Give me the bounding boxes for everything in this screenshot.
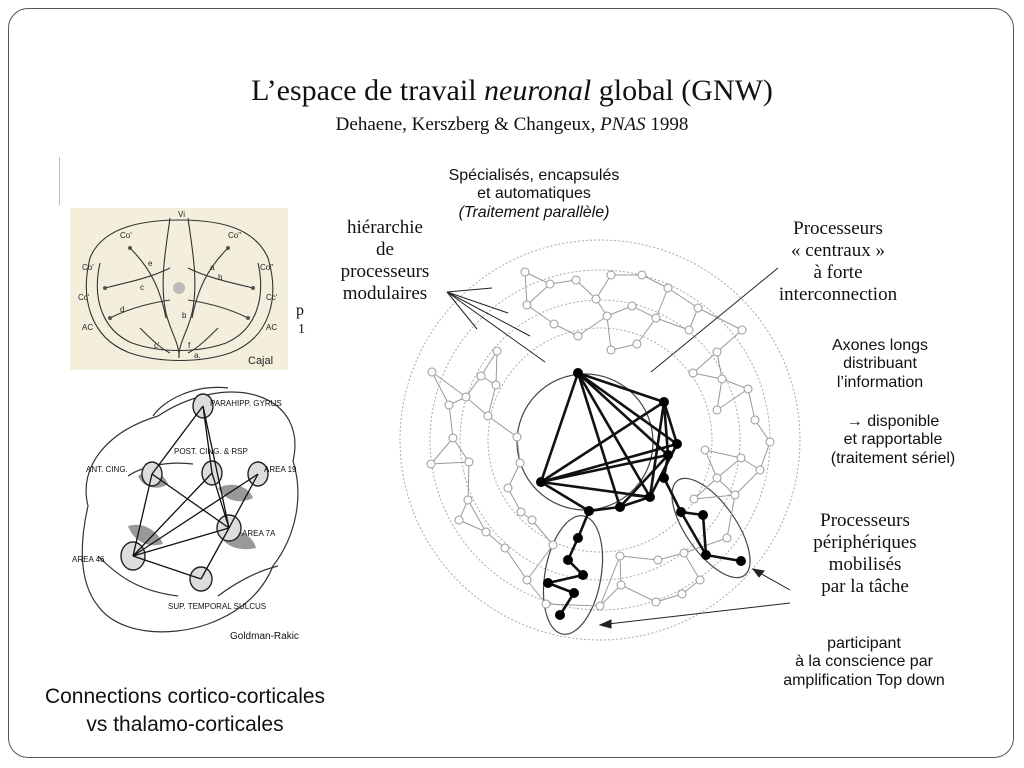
cajal-label: Co'' (228, 231, 242, 240)
network-edge (717, 389, 748, 410)
cajal-label: AC (82, 323, 94, 332)
network-node (521, 268, 529, 276)
network-node (738, 326, 746, 334)
network-node (654, 556, 662, 564)
network-node (465, 458, 473, 466)
network-node (685, 326, 693, 334)
brain-area-label: POST. CING. & RSP (174, 447, 248, 456)
network-edge (468, 500, 486, 532)
network-edge (431, 438, 453, 464)
network-node (493, 347, 501, 355)
network-node (513, 433, 521, 441)
network-edge (468, 462, 469, 500)
network-node (501, 544, 509, 552)
network-node (542, 600, 550, 608)
network-edge (656, 288, 668, 318)
network-node (737, 454, 745, 462)
network-node (504, 484, 512, 492)
cajal-label: d (120, 305, 125, 314)
brain-area-label: AREA 46 (72, 555, 105, 564)
network-node (492, 381, 500, 389)
network-node (607, 271, 615, 279)
brain-area-label: PARAHIPP. GYRUS (210, 399, 282, 408)
central-connections (541, 373, 741, 615)
network-node (652, 598, 660, 606)
network-node (701, 446, 709, 454)
cajal-label: Cc' (266, 293, 278, 302)
network-edge (578, 316, 607, 336)
network-node (477, 372, 485, 380)
network-node (445, 401, 453, 409)
network-node (713, 474, 721, 482)
network-node (664, 284, 672, 292)
peripheral-network-edges (431, 272, 770, 606)
network-edge (449, 405, 453, 438)
cajal-label: b (182, 311, 187, 320)
connections-caption: Connections cortico-corticales vs thalamo-corticales (44, 685, 326, 737)
cajal-label: Co' (120, 231, 132, 240)
network-node (449, 434, 457, 442)
network-node (592, 295, 600, 303)
network-edge (527, 305, 554, 324)
network-node (617, 581, 625, 589)
network-edge (637, 318, 656, 344)
network-node (652, 314, 660, 322)
axones-annotation: Axones longs distribuant l’information (831, 337, 929, 391)
cutoff-text-p: p (296, 302, 304, 319)
network-node (550, 320, 558, 328)
network-node (523, 576, 531, 584)
network-node (484, 412, 492, 420)
network-node (523, 301, 531, 309)
cajal-label: c (140, 283, 144, 292)
network-node (616, 552, 624, 560)
network-edge (546, 604, 600, 606)
cajal-label: h (218, 273, 223, 282)
cajal-label: f (188, 341, 191, 350)
network-edge (496, 351, 497, 385)
network-node (694, 304, 702, 312)
brain-area-label: AREA 19 (264, 465, 297, 474)
brain-area-label: AREA 7A (242, 529, 276, 538)
network-node (482, 528, 490, 536)
cajal-caption: Cajal (248, 355, 274, 367)
network-node (603, 312, 611, 320)
network-node (766, 438, 774, 446)
network-edge (668, 288, 698, 308)
network-edge (525, 272, 527, 305)
network-node (731, 491, 739, 499)
network-edge (432, 372, 466, 397)
network-edge (432, 372, 449, 405)
network-edge (620, 556, 658, 560)
processeurs-centraux-label: Processeurs « centraux » à forte interconnection (778, 218, 898, 305)
network-node (549, 541, 557, 549)
network-edge (748, 389, 755, 420)
network-edge (693, 352, 717, 373)
network-node (607, 346, 615, 354)
hierarchie-label: hiérarchie de processeurs modulaires (340, 217, 430, 304)
network-node (718, 375, 726, 383)
network-node (628, 302, 636, 310)
network-node (713, 406, 721, 414)
network-node (744, 385, 752, 393)
network-node (689, 369, 697, 377)
disponible-annotation: → disponible et rapportable (traitement sériel) (830, 413, 956, 467)
network-edge (431, 462, 469, 464)
specialises-annotation: Spécialisés, encapsulés et automatiques (Traitement parallèle) (448, 167, 620, 221)
brain-area-label: ANT. CING. (86, 465, 128, 474)
network-edge (527, 284, 550, 305)
cajal-label: Co' (82, 263, 94, 272)
network-node (723, 534, 731, 542)
arrows (600, 569, 790, 628)
cajal-label: AC (266, 323, 278, 332)
network-edge (656, 318, 689, 330)
network-node (680, 549, 688, 557)
network-node (678, 590, 686, 598)
peripheral-ellipse-left (535, 511, 611, 639)
brain-area-label: SUP. TEMPORAL SULCUS (168, 602, 267, 611)
network-node (756, 466, 764, 474)
network-edge (698, 308, 742, 330)
network-node (596, 602, 604, 610)
network-edge (717, 330, 742, 352)
network-node (572, 276, 580, 284)
cajal-label: Cc' (78, 293, 90, 302)
cutoff-text-1: 1 (298, 322, 305, 337)
network-node (455, 516, 463, 524)
network-edge (735, 470, 760, 495)
slide-title: L’espace de travail neuronal global (GNW) (251, 74, 773, 107)
network-node (574, 332, 582, 340)
cajal-label: Co'' (260, 263, 274, 272)
cajal-label: a (210, 263, 215, 272)
cajal-label: a. (194, 351, 201, 360)
brain-caption: Goldman-Rakic (230, 631, 299, 642)
network-edge (505, 548, 527, 580)
network-node (751, 416, 759, 424)
network-edge (532, 520, 553, 545)
network-node (428, 368, 436, 376)
network-edge (705, 450, 717, 478)
network-edge (621, 585, 656, 602)
network-node (638, 271, 646, 279)
network-node (713, 348, 721, 356)
slide-subtitle: Dehaene, Kerszberg & Changeux, PNAS 1998 (335, 114, 689, 135)
network-edge (694, 495, 735, 499)
network-edge (717, 379, 722, 410)
network-node (696, 576, 704, 584)
network-node (464, 496, 472, 504)
network-node (633, 340, 641, 348)
processeurs-peripheriques-label: Processeurs périphériques mobilisés par la tâche (813, 510, 917, 597)
network-node (546, 280, 554, 288)
network-node (528, 516, 536, 524)
network-node (427, 460, 435, 468)
cajal-label: Vi (178, 210, 185, 219)
network-edge (527, 545, 553, 580)
network-edge (607, 316, 611, 350)
network-node (690, 495, 698, 503)
peripheral-ellipse-right (657, 466, 764, 590)
cajal-label: c' (154, 341, 160, 350)
network-node (516, 459, 524, 467)
participant-annotation: participant à la conscience par amplification Top down (783, 635, 945, 689)
network-node (462, 393, 470, 401)
network-node (517, 508, 525, 516)
network-edge (684, 553, 700, 580)
cajal-label: e (148, 259, 153, 268)
network-edge (488, 416, 517, 437)
